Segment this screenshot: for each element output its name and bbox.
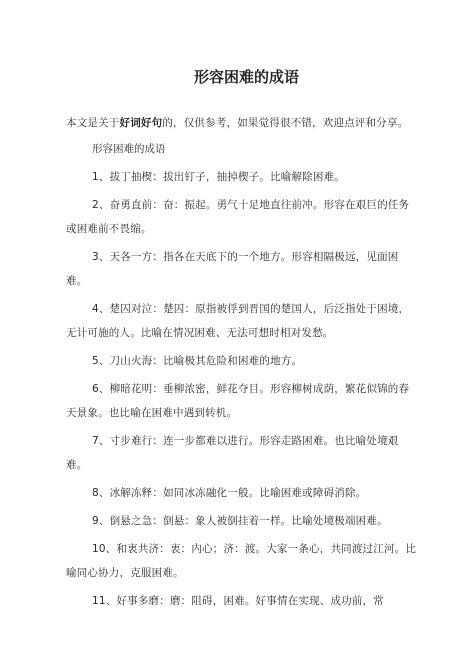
idiom-item-4: 4、楚囚对泣：楚囚：原指被俘到晋国的楚国人，后泛指处于困境，无计可施的人。比喻在情况困难、无法可想时相对发愁。	[66, 303, 410, 339]
intro-keyword-link[interactable]: 好词好句	[119, 117, 163, 129]
intro-paragraph	[66, 111, 419, 135]
idiom-item-9: 9、倒悬之急：倒悬：象人被倒挂着一样。比喻处境极端困难。	[92, 515, 388, 527]
idiom-item-8: 8、冰解冻释：如同冰冻融化一般。比喻困难或障碍消除。	[92, 487, 367, 499]
idiom-item-6: 6、柳暗花明：垂柳浓密，鲜花夺目。形容柳树成荫，繁花似锦的春天景象。也比喻在困难中遇到转机。	[66, 383, 410, 419]
document-title: 形容困难的成语	[193, 68, 299, 86]
idiom-item-11: 11、好事多磨：磨：阻碍，困难。好事情在实现、成功前，常	[92, 595, 384, 607]
idiom-item-1: 1、拔丁抽楔：拔出钉子，抽掉楔子。比喻解除困难。	[92, 171, 345, 183]
intro-text-pre: 本文是关于	[66, 117, 120, 129]
idiom-item-7: 7、寸步难行：连一步都难以进行。形容走路困难。也比喻处境艰难。	[66, 435, 399, 471]
idiom-item-5: 5、刀山火海：比喻极其危险和困难的地方。	[92, 355, 303, 367]
idiom-item-10: 10、和衷共济：衷：内心；济：渡。大家一条心，共同渡过江河。比喻同心协力，克服困难。	[66, 543, 417, 579]
idiom-item-3: 3、天各一方：指各在天底下的一个地方。形容相隔极远，见面困难。	[66, 251, 399, 287]
section-subheading: 形容困难的成语	[92, 143, 166, 155]
intro-text-post: 的，仅供参考，如果觉得很不错，欢迎点评和分享。	[162, 117, 409, 129]
idiom-item-2: 2、奋勇直前：奋：振起。勇气十足地直往前冲。形容在艰巨的任务或困难前不畏缩。	[66, 199, 410, 235]
